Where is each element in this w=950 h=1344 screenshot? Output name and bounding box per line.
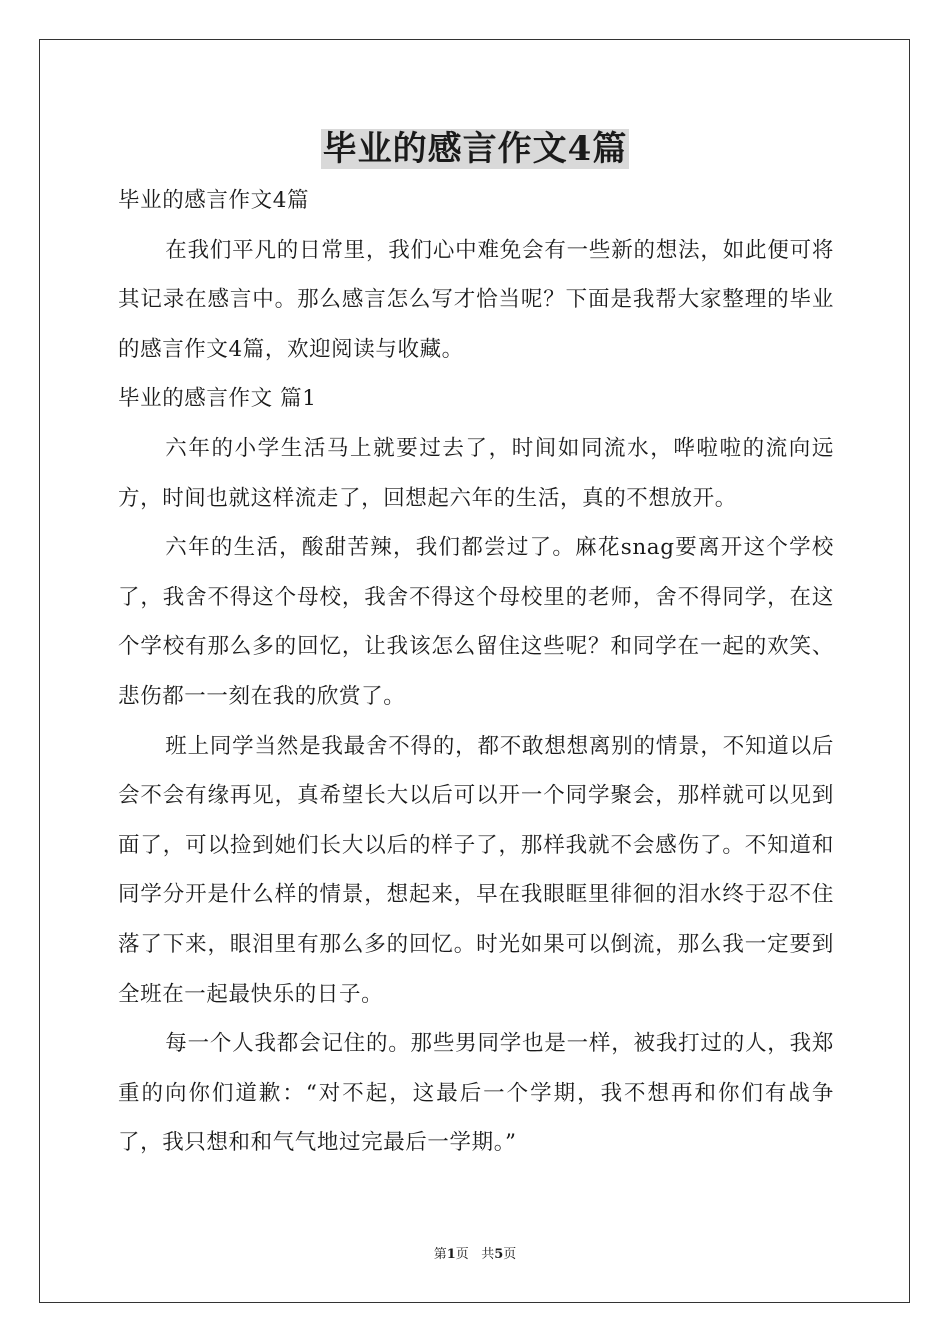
document-title-text: 毕业的感言作文4篇 — [322, 129, 628, 169]
document-subtitle: 毕业的感言作文4篇 — [118, 188, 310, 213]
body-paragraph-1: 六年的小学生活马上就要过去了，时间如同流水，哗啦啦的流向远方，时间也就这样流走了，回想起六年的生活，真的不想放开。 — [118, 435, 834, 511]
body-paragraph-3: 班上同学当然是我最舍不得的，都不敢想想离别的情景，不知道以后会不会有缘再见，真希望长大以后可以开一个同学聚会，那样就可以见到面了，可以捡到她们长大以后的样子了，那样我就不会感伤了。不知道和同学分开是什么样的情景，想起来，早在我眼眶里徘徊的泪水终于忍不住落了下来，眼泪里有那么多的回忆。时光如果可以倒流，那么我一定要到全班在一起最快乐的日子。 — [118, 733, 834, 1007]
section-heading: 毕业的感言作文 篇1 — [118, 386, 317, 412]
document-title — [0, 126, 950, 172]
body-paragraph-2: 六年的生活，酸甜苦辣，我们都尝过了。麻花snag要离开这个学校了，我舍不得这个母校，我舍不得这个母校里的老师，舍不得同学，在这个学校有那么多的回忆，让我该怎么留住这些呢？和同学在一起的欢笑、悲伤都一一刻在我的欣赏了。 — [118, 535, 834, 709]
document-body — [118, 176, 834, 1168]
total-prefix: 共 — [481, 1247, 495, 1262]
total-suffix: 页 — [503, 1247, 517, 1262]
page-number-total: 5 — [494, 1247, 504, 1262]
page-prefix: 第 — [433, 1247, 447, 1262]
page-footer — [0, 1245, 950, 1265]
intro-paragraph: 在我们平凡的日常里，我们心中难免会有一些新的想法，如此便可将其记录在感言中。那么感言怎么写才恰当呢？下面是我帮大家整理的毕业的感言作文4篇，欢迎阅读与收藏。 — [118, 237, 834, 362]
page-suffix: 页 — [455, 1247, 469, 1262]
body-paragraph-4: 每一个人我都会记住的。那些男同学也是一样，被我打过的人，我郑重的向你们道歉：“对不起，这最后一个学期，我不想再和你们有战争了，我只想和和气气地过完最后一学期。” — [118, 1031, 834, 1156]
page-number-current: 1 — [446, 1247, 456, 1262]
